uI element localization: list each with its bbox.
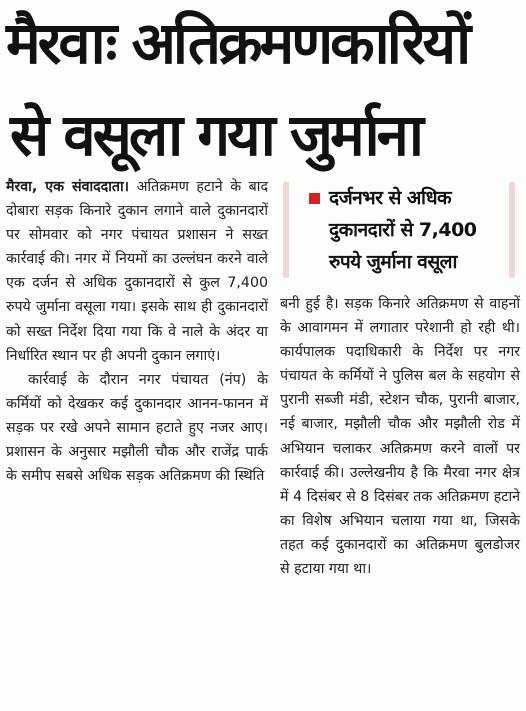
highlight-box (283, 180, 515, 283)
headline-line-1: मैरवाः अतिक्रमणकारियों (6, 9, 469, 77)
article-paragraph-1 (6, 175, 268, 368)
paragraph-1-text: अतिक्रमण हटाने के बाद दोबारा सड़क किनारे दुकान लगाने वाले दुकानदारों पर सोमवार को नगर पंचायत प्रशासन ने सख्त कार्रवाई की। नगर में नियमों का उल्लंघन करने वाले एक दर्जन से अधिक दुकानदारों से कुल 7,400 रुपये जुर्माना वसूला गया। इसके साथ ही दुकानदारों को सख्त निर्देश दिया गया कि वे नाले के अंदर या निर्धारित स्थान पर ही अपनी दुकान लगाएं। (6, 179, 268, 364)
article-paragraph-2: कार्रवाई के दौरान नगर पंचायत (नंप) के कर्मियों को देखकर कई दुकानदार आनन-फानन में सड़क पर रखे अपने सामान हटाते हुए नजर आए। प्रशासन के अनुसार मझौली चौक और राजेंद्र पार्क के समीप सबसे अधिक सड़क अतिक्रमण की स्थिति (6, 371, 268, 485)
article-paragraph-3: बनी हुई है। सड़क किनारे अतिक्रमण से वाहनों के आवागमन में लगातार परेशानी हो रही थी। कार्यपालक पदाधिकारी के निर्देश पर नगर पंचायत के कर्मियों ने पुलिस बल के सहयोग से पुरानी सब्जी मंडी, स्टेशन चौक, पुरानी बाजार, नई बाजार, मझौली चौक और मझौली रोड में अभियान चलाकर अतिक्रमण करने वालों पर कार्रवाई की। उल्लेखनीय है कि मैरवा नगर क्षेत्र में 4 दिसंबर से 8 दिसंबर तक अतिक्रमण हटाने का विशेष अभियान चलाया गया था, जिसके तहत कई दुकानदारों का अतिक्रमण बुलडोजर से हटाया गया था। (280, 296, 520, 578)
byline: मैरवा, एक संवाददाता। (6, 179, 130, 195)
article-column-left (6, 175, 268, 488)
article-column-right (280, 292, 520, 581)
highlight-text: दर्जनभर से अधिक दुकानदारों से 7,400 रुपये जुर्माना वसूला (329, 187, 477, 273)
bracket-right-decoration (509, 182, 515, 278)
headline-line-2: से वसूला गया जुर्माना (10, 101, 421, 169)
bracket-left-decoration (283, 182, 289, 278)
red-square-bullet-icon (309, 193, 320, 204)
